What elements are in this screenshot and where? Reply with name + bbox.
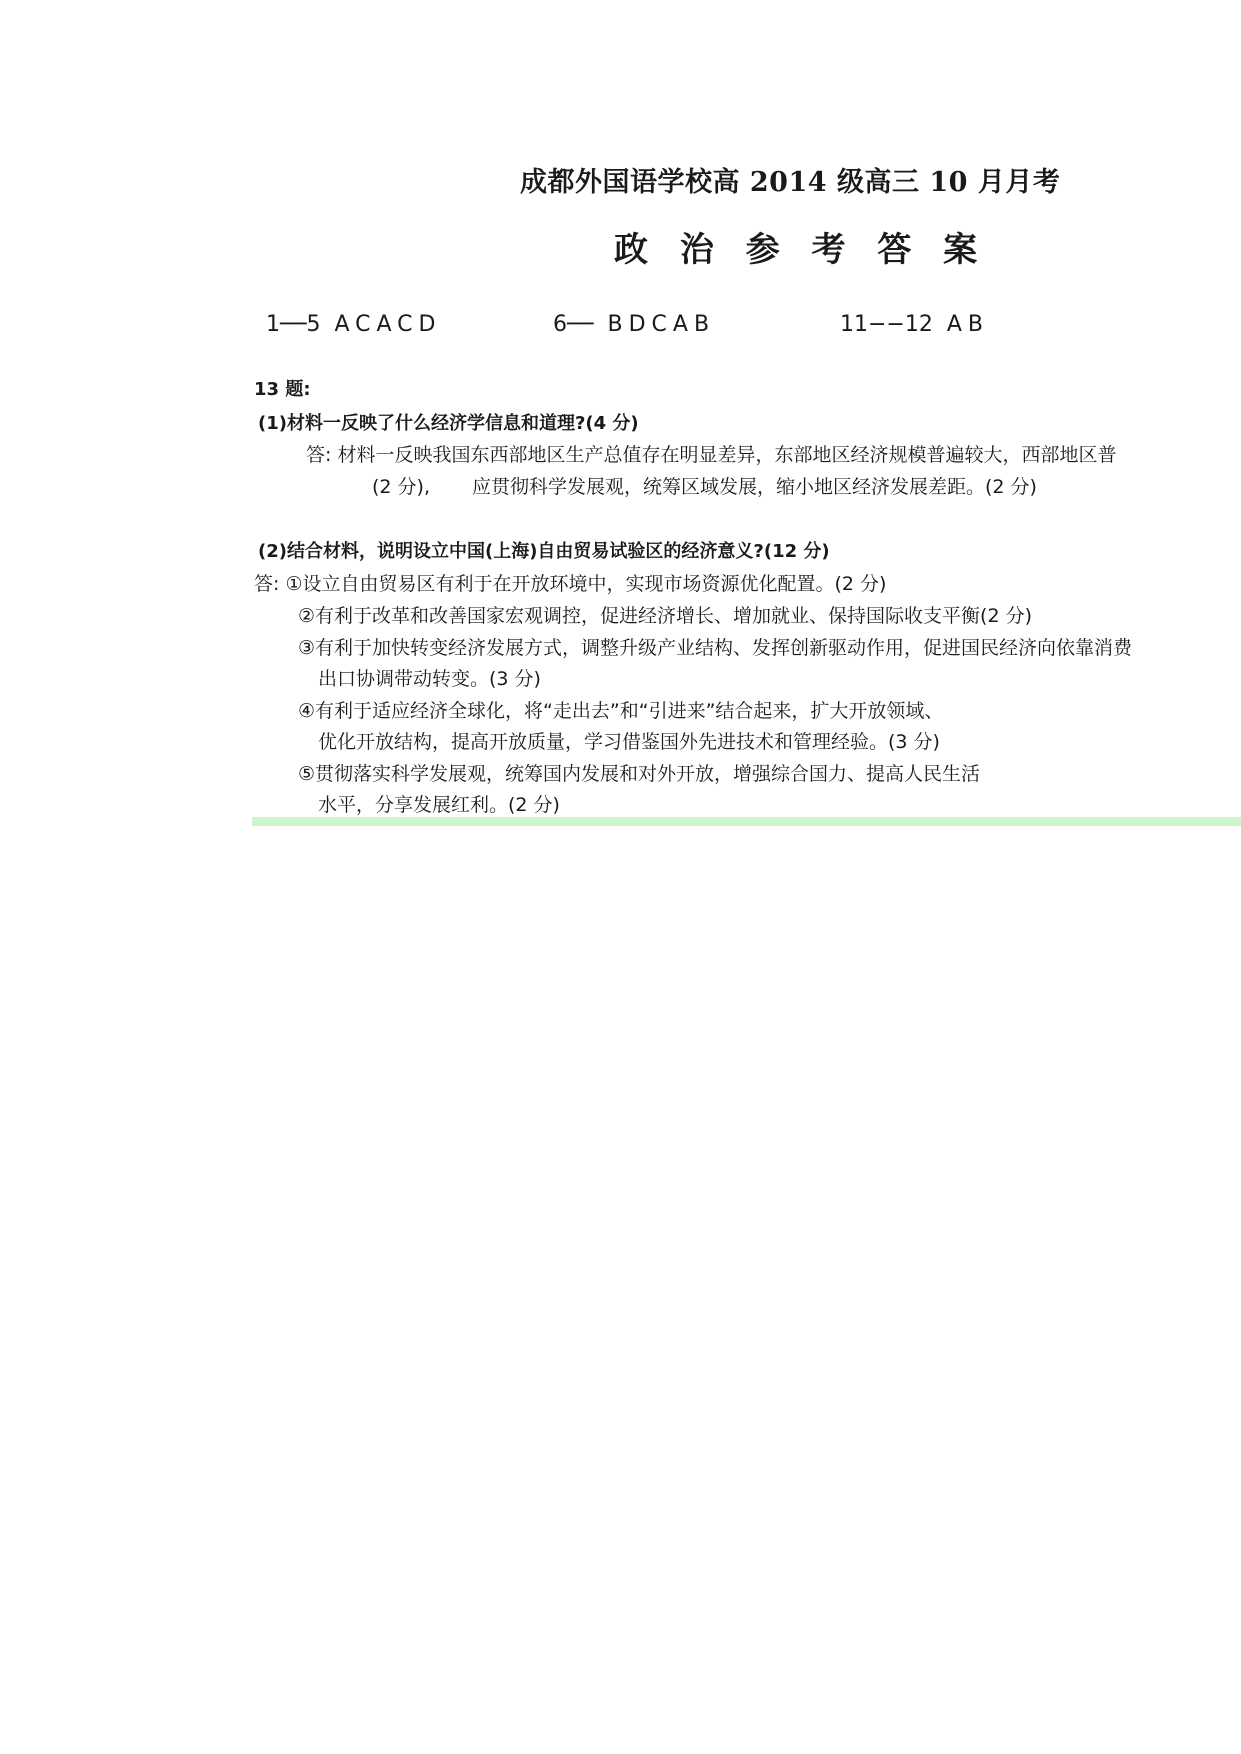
part-1-answer-text: 应贯彻科学发展观，统筹区域发展，缩小地区经济发展差距。(2 分)	[472, 476, 1037, 498]
part-2-answer-line: 优化开放结构，提高开放质量，学习借鉴国外先进技术和管理经验。(3 分)	[318, 731, 940, 753]
part-2-answer-line: 答: ①设立自由贸易区有利于在开放环境中，实现市场资源优化配置。(2 分)	[254, 573, 887, 595]
mc-group-2	[553, 312, 715, 337]
document-subtitle: 政 治 参 考 答 案	[614, 230, 988, 270]
part-1-score-note: (2 分),	[372, 476, 430, 498]
part-2-answer-line: ②有利于改革和改善国家宏观调控，促进经济增长、增加就业、保持国际收支平衡(2 分)	[298, 605, 1032, 627]
mc-range: 6──	[553, 312, 594, 337]
mc-group-1	[266, 312, 441, 337]
mc-answers: BDCAB	[607, 312, 716, 337]
part-2-question: (2)结合材料，说明设立中国(上海)自由贸易试验区的经济意义?(12 分)	[258, 541, 830, 562]
part-2-answer-line: 水平，分享发展红利。(2 分)	[318, 794, 560, 816]
multiple-choice-answers	[0, 312, 1241, 342]
mc-answers: ACACD	[334, 312, 442, 337]
document-title: 成都外国语学校高 2014 级高三 10 月月考	[520, 167, 1061, 198]
part-1-question: (1)材料一反映了什么经济学信息和道理?(4 分)	[258, 413, 639, 434]
part-1-answer-line	[372, 472, 1037, 499]
highlight-rule	[252, 817, 1241, 826]
part-2-answer-line: 出口协调带动转变。(3 分)	[318, 668, 541, 690]
part-1-answer-line: 答: 材料一反映我国东西部地区生产总值存在明显差异，东部地区经济规模普遍较大，西部地区普	[306, 444, 1117, 466]
mc-answers: AB	[946, 312, 990, 337]
part-2-answer-line: ③有利于加快转变经济发展方式，调整升级产业结构、发挥创新驱动作用，促进国民经济向依靠消费	[298, 637, 1133, 659]
mc-range: 1──5	[266, 312, 321, 337]
question-13-label: 13 题:	[254, 379, 311, 400]
part-2-answer-line: ④有利于适应经济全球化，将“走出去”和“引进来”结合起来，扩大开放领域、	[298, 700, 944, 722]
mc-range: 11−−12	[840, 312, 933, 337]
mc-group-3	[840, 312, 989, 337]
part-2-answer-line: ⑤贯彻落实科学发展观，统筹国内发展和对外开放，增强综合国力、提高人民生活	[298, 763, 981, 785]
